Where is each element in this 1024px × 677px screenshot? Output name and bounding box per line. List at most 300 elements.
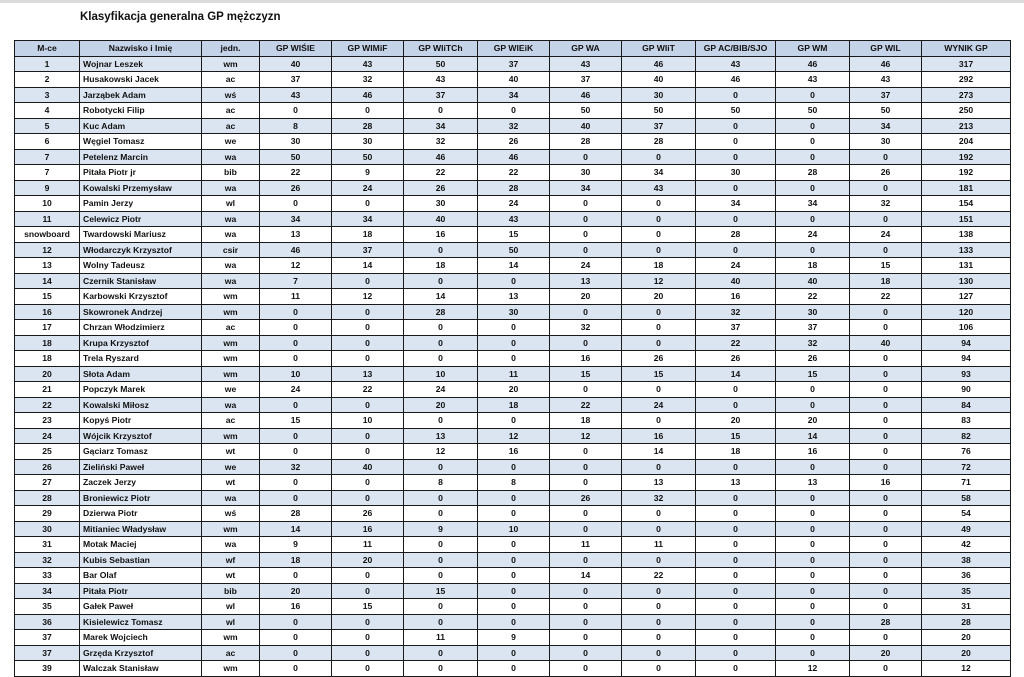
score-cell: 0	[404, 242, 478, 258]
score-cell: 11	[478, 366, 550, 382]
name-cell: Broniewicz Piotr	[80, 490, 202, 506]
unit-cell: wm	[202, 661, 260, 677]
score-cell: 0	[332, 428, 404, 444]
score-cell: 37	[404, 87, 478, 103]
table-row	[15, 289, 1011, 305]
score-cell: 0	[478, 661, 550, 677]
score-cell: 32	[696, 304, 776, 320]
table-row	[15, 134, 1011, 150]
score-cell: 0	[776, 118, 850, 134]
score-cell: 22	[776, 289, 850, 305]
score-cell: 26	[622, 351, 696, 367]
score-cell: 15	[332, 599, 404, 615]
column-header: GP WA	[550, 41, 622, 57]
score-cell: 9	[260, 537, 332, 553]
unit-cell: wt	[202, 568, 260, 584]
name-cell: Słota Adam	[80, 366, 202, 382]
score-cell: 0	[776, 382, 850, 398]
place-cell: 28	[15, 490, 80, 506]
unit-cell: wś	[202, 87, 260, 103]
score-cell: 0	[696, 630, 776, 646]
unit-cell: wa	[202, 149, 260, 165]
unit-cell: ac	[202, 320, 260, 336]
page-title: Klasyfikacja generalna GP mężczyzn	[80, 11, 281, 23]
total-score-cell: 106	[922, 320, 1011, 336]
score-cell: 0	[696, 599, 776, 615]
score-cell: 43	[404, 72, 478, 88]
unit-cell: we	[202, 382, 260, 398]
score-cell: 24	[478, 196, 550, 212]
total-score-cell: 76	[922, 444, 1011, 460]
score-cell: 22	[850, 289, 922, 305]
place-cell: 39	[15, 661, 80, 677]
score-cell: 16	[776, 444, 850, 460]
total-score-cell: 54	[922, 506, 1011, 522]
score-cell: 0	[696, 180, 776, 196]
table-row	[15, 413, 1011, 429]
table-row	[15, 382, 1011, 398]
score-cell: 32	[550, 320, 622, 336]
score-cell: 0	[332, 645, 404, 661]
score-cell: 12	[332, 289, 404, 305]
score-cell: 0	[850, 459, 922, 475]
score-cell: 37	[478, 56, 550, 72]
score-cell: 14	[776, 428, 850, 444]
unit-cell: wa	[202, 490, 260, 506]
score-cell: 9	[404, 521, 478, 537]
name-cell: Kopyś Piotr	[80, 413, 202, 429]
name-cell: Marek Wojciech	[80, 630, 202, 646]
score-cell: 0	[332, 103, 404, 119]
score-cell: 46	[478, 149, 550, 165]
score-cell: 0	[696, 661, 776, 677]
score-cell: 28	[332, 118, 404, 134]
score-cell: 13	[622, 475, 696, 491]
score-cell: 26	[478, 134, 550, 150]
total-score-cell: 151	[922, 211, 1011, 227]
score-cell: 22	[696, 335, 776, 351]
score-cell: 46	[550, 87, 622, 103]
score-cell: 20	[776, 413, 850, 429]
score-cell: 0	[696, 459, 776, 475]
unit-cell: bib	[202, 583, 260, 599]
name-cell: Karbowski Krzysztof	[80, 289, 202, 305]
score-cell: 0	[478, 552, 550, 568]
score-cell: 40	[776, 273, 850, 289]
score-cell: 0	[260, 320, 332, 336]
table-row	[15, 242, 1011, 258]
score-cell: 22	[478, 165, 550, 181]
table-row	[15, 614, 1011, 630]
place-cell: 22	[15, 397, 80, 413]
total-score-cell: 250	[922, 103, 1011, 119]
score-cell: 18	[550, 413, 622, 429]
score-cell: 0	[776, 537, 850, 553]
score-cell: 16	[550, 351, 622, 367]
score-cell: 50	[622, 103, 696, 119]
score-cell: 50	[850, 103, 922, 119]
score-cell: 0	[404, 413, 478, 429]
unit-cell: ac	[202, 103, 260, 119]
unit-cell: ac	[202, 118, 260, 134]
score-cell: 30	[332, 134, 404, 150]
score-cell: 37	[550, 72, 622, 88]
score-cell: 32	[622, 490, 696, 506]
total-score-cell: 120	[922, 304, 1011, 320]
score-cell: 0	[850, 366, 922, 382]
place-cell: 7	[15, 149, 80, 165]
score-cell: 0	[622, 521, 696, 537]
name-cell: Gąciarz Tomasz	[80, 444, 202, 460]
score-cell: 0	[622, 211, 696, 227]
score-cell: 30	[260, 134, 332, 150]
name-cell: Robotycki Filip	[80, 103, 202, 119]
score-cell: 0	[404, 273, 478, 289]
column-header: GP AC/BIB/SJO	[696, 41, 776, 57]
name-cell: Skowronek Andrzej	[80, 304, 202, 320]
score-cell: 13	[696, 475, 776, 491]
total-score-cell: 94	[922, 335, 1011, 351]
column-header: GP WIiTCh	[404, 41, 478, 57]
score-cell: 14	[622, 444, 696, 460]
total-score-cell: 72	[922, 459, 1011, 475]
score-cell: 0	[404, 459, 478, 475]
total-score-cell: 28	[922, 614, 1011, 630]
score-cell: 8	[478, 475, 550, 491]
score-cell: 0	[550, 630, 622, 646]
total-score-cell: 93	[922, 366, 1011, 382]
score-cell: 14	[260, 521, 332, 537]
score-cell: 32	[404, 134, 478, 150]
score-cell: 0	[260, 645, 332, 661]
score-cell: 0	[850, 583, 922, 599]
score-cell: 34	[696, 196, 776, 212]
score-cell: 32	[260, 459, 332, 475]
table-row	[15, 490, 1011, 506]
score-cell: 16	[260, 599, 332, 615]
score-cell: 24	[332, 180, 404, 196]
score-cell: 0	[696, 568, 776, 584]
unit-cell: wa	[202, 258, 260, 274]
score-cell: 15	[478, 227, 550, 243]
score-cell: 24	[550, 258, 622, 274]
name-cell: Pamin Jerzy	[80, 196, 202, 212]
place-cell: 1	[15, 56, 80, 72]
score-cell: 0	[776, 459, 850, 475]
score-cell: 20	[260, 583, 332, 599]
column-header: GP WIiT	[622, 41, 696, 57]
place-cell: 21	[15, 382, 80, 398]
place-cell: snowboard	[15, 227, 80, 243]
score-cell: 0	[550, 614, 622, 630]
name-cell: Grzęda Krzysztof	[80, 645, 202, 661]
score-cell: 0	[776, 397, 850, 413]
table-row	[15, 552, 1011, 568]
score-cell: 50	[260, 149, 332, 165]
table-row	[15, 459, 1011, 475]
score-cell: 13	[404, 428, 478, 444]
total-score-cell: 192	[922, 165, 1011, 181]
name-cell: Kisielewicz Tomasz	[80, 614, 202, 630]
score-cell: 0	[478, 506, 550, 522]
name-cell: Wójcik Krzysztof	[80, 428, 202, 444]
score-cell: 0	[622, 645, 696, 661]
name-cell: Wolny Tadeusz	[80, 258, 202, 274]
score-cell: 0	[622, 196, 696, 212]
score-cell: 18	[776, 258, 850, 274]
table-row	[15, 165, 1011, 181]
score-cell: 16	[622, 428, 696, 444]
score-cell: 0	[550, 149, 622, 165]
score-cell: 0	[696, 118, 776, 134]
place-cell: 33	[15, 568, 80, 584]
score-cell: 15	[776, 366, 850, 382]
score-cell: 0	[696, 614, 776, 630]
score-cell: 0	[260, 428, 332, 444]
name-cell: Bar Olaf	[80, 568, 202, 584]
total-score-cell: 58	[922, 490, 1011, 506]
table-row	[15, 258, 1011, 274]
score-cell: 26	[260, 180, 332, 196]
name-cell: Węgiel Tomasz	[80, 134, 202, 150]
table-row	[15, 568, 1011, 584]
score-cell: 43	[260, 87, 332, 103]
unit-cell: we	[202, 459, 260, 475]
score-cell: 0	[696, 521, 776, 537]
score-cell: 0	[332, 335, 404, 351]
score-cell: 0	[850, 506, 922, 522]
score-cell: 0	[696, 552, 776, 568]
score-cell: 20	[550, 289, 622, 305]
score-cell: 0	[478, 413, 550, 429]
score-cell: 0	[622, 382, 696, 398]
place-cell: 16	[15, 304, 80, 320]
score-cell: 14	[478, 258, 550, 274]
score-cell: 40	[332, 459, 404, 475]
score-cell: 0	[404, 645, 478, 661]
name-cell: Jarząbek Adam	[80, 87, 202, 103]
name-cell: Kowalski Przemysław	[80, 180, 202, 196]
total-score-cell: 192	[922, 149, 1011, 165]
page-top-edge	[0, 0, 1024, 3]
score-cell: 0	[776, 87, 850, 103]
score-cell: 30	[622, 87, 696, 103]
score-cell: 0	[622, 335, 696, 351]
table-row	[15, 118, 1011, 134]
score-cell: 16	[404, 227, 478, 243]
score-cell: 0	[404, 537, 478, 553]
column-header: GP WIEiK	[478, 41, 550, 57]
score-cell: 0	[550, 382, 622, 398]
score-cell: 0	[776, 180, 850, 196]
place-cell: 29	[15, 506, 80, 522]
table-body	[15, 56, 1011, 676]
score-cell: 0	[260, 196, 332, 212]
score-cell: 20	[622, 289, 696, 305]
score-cell: 30	[478, 304, 550, 320]
score-cell: 0	[260, 351, 332, 367]
score-cell: 18	[696, 444, 776, 460]
score-cell: 0	[260, 568, 332, 584]
place-cell: 20	[15, 366, 80, 382]
unit-cell: wm	[202, 428, 260, 444]
unit-cell: wa	[202, 211, 260, 227]
score-cell: 0	[696, 242, 776, 258]
score-cell: 28	[696, 227, 776, 243]
score-cell: 0	[260, 103, 332, 119]
score-cell: 0	[622, 320, 696, 336]
score-cell: 13	[332, 366, 404, 382]
score-cell: 0	[622, 630, 696, 646]
score-cell: 0	[850, 149, 922, 165]
unit-cell: wm	[202, 521, 260, 537]
place-cell: 2	[15, 72, 80, 88]
place-cell: 14	[15, 273, 80, 289]
table-row	[15, 103, 1011, 119]
place-cell: 12	[15, 242, 80, 258]
total-score-cell: 292	[922, 72, 1011, 88]
score-cell: 15	[850, 258, 922, 274]
score-cell: 0	[332, 320, 404, 336]
total-score-cell: 12	[922, 661, 1011, 677]
score-cell: 0	[622, 227, 696, 243]
score-cell: 37	[850, 87, 922, 103]
name-cell: Włodarczyk Krzysztof	[80, 242, 202, 258]
score-cell: 0	[776, 149, 850, 165]
score-cell: 50	[550, 103, 622, 119]
score-cell: 0	[850, 599, 922, 615]
score-cell: 0	[850, 552, 922, 568]
score-cell: 50	[404, 56, 478, 72]
table-row	[15, 506, 1011, 522]
score-cell: 14	[404, 289, 478, 305]
score-cell: 24	[696, 258, 776, 274]
score-cell: 0	[332, 614, 404, 630]
place-cell: 7	[15, 165, 80, 181]
score-cell: 0	[696, 506, 776, 522]
name-cell: Wojnar Leszek	[80, 56, 202, 72]
score-cell: 22	[622, 568, 696, 584]
score-cell: 0	[332, 351, 404, 367]
name-cell: Pitała Piotr	[80, 583, 202, 599]
score-cell: 0	[478, 645, 550, 661]
score-cell: 0	[260, 397, 332, 413]
score-cell: 0	[550, 196, 622, 212]
unit-cell: ac	[202, 72, 260, 88]
name-cell: Trela Ryszard	[80, 351, 202, 367]
score-cell: 0	[404, 506, 478, 522]
score-cell: 11	[404, 630, 478, 646]
score-cell: 0	[478, 568, 550, 584]
unit-cell: wa	[202, 397, 260, 413]
score-cell: 10	[404, 366, 478, 382]
score-cell: 0	[850, 382, 922, 398]
score-cell: 0	[622, 304, 696, 320]
score-cell: 0	[696, 645, 776, 661]
score-cell: 0	[696, 149, 776, 165]
score-cell: 26	[404, 180, 478, 196]
score-cell: 0	[260, 475, 332, 491]
unit-cell: wm	[202, 56, 260, 72]
place-cell: 36	[15, 614, 80, 630]
unit-cell: wm	[202, 289, 260, 305]
score-cell: 12	[404, 444, 478, 460]
score-cell: 40	[696, 273, 776, 289]
place-cell: 27	[15, 475, 80, 491]
score-cell: 40	[260, 56, 332, 72]
place-cell: 31	[15, 537, 80, 553]
place-cell: 34	[15, 583, 80, 599]
place-cell: 3	[15, 87, 80, 103]
unit-cell: we	[202, 134, 260, 150]
score-cell: 28	[478, 180, 550, 196]
score-cell: 0	[696, 382, 776, 398]
score-cell: 0	[550, 645, 622, 661]
score-cell: 0	[478, 599, 550, 615]
score-cell: 26	[550, 490, 622, 506]
total-score-cell: 35	[922, 583, 1011, 599]
unit-cell: wl	[202, 196, 260, 212]
unit-cell: bib	[202, 165, 260, 181]
score-cell: 10	[332, 413, 404, 429]
score-cell: 0	[478, 583, 550, 599]
score-cell: 0	[850, 304, 922, 320]
unit-cell: ac	[202, 413, 260, 429]
score-cell: 0	[850, 351, 922, 367]
score-cell: 43	[850, 72, 922, 88]
name-cell: Kubis Sebastian	[80, 552, 202, 568]
score-cell: 0	[404, 552, 478, 568]
score-cell: 16	[696, 289, 776, 305]
score-cell: 30	[850, 134, 922, 150]
score-cell: 0	[332, 304, 404, 320]
name-cell: Krupa Krzysztof	[80, 335, 202, 351]
place-cell: 17	[15, 320, 80, 336]
score-cell: 12	[776, 661, 850, 677]
score-cell: 46	[332, 87, 404, 103]
score-cell: 0	[404, 335, 478, 351]
place-cell: 9	[15, 180, 80, 196]
place-cell: 37	[15, 630, 80, 646]
score-cell: 0	[332, 568, 404, 584]
score-cell: 0	[332, 273, 404, 289]
score-cell: 12	[622, 273, 696, 289]
column-header: GP WM	[776, 41, 850, 57]
table-row	[15, 521, 1011, 537]
score-cell: 0	[404, 661, 478, 677]
name-cell: Gałek Paweł	[80, 599, 202, 615]
total-score-cell: 273	[922, 87, 1011, 103]
place-cell: 5	[15, 118, 80, 134]
unit-cell: wm	[202, 351, 260, 367]
table-row	[15, 583, 1011, 599]
score-cell: 50	[776, 103, 850, 119]
place-cell: 18	[15, 351, 80, 367]
unit-cell: wm	[202, 630, 260, 646]
score-cell: 13	[260, 227, 332, 243]
score-cell: 26	[332, 506, 404, 522]
table-row	[15, 87, 1011, 103]
score-cell: 9	[332, 165, 404, 181]
score-cell: 0	[850, 180, 922, 196]
score-cell: 0	[404, 599, 478, 615]
score-cell: 18	[404, 258, 478, 274]
place-cell: 11	[15, 211, 80, 227]
score-cell: 0	[478, 335, 550, 351]
score-cell: 28	[622, 134, 696, 150]
score-cell: 34	[622, 165, 696, 181]
name-cell: Kowalski Miłosz	[80, 397, 202, 413]
